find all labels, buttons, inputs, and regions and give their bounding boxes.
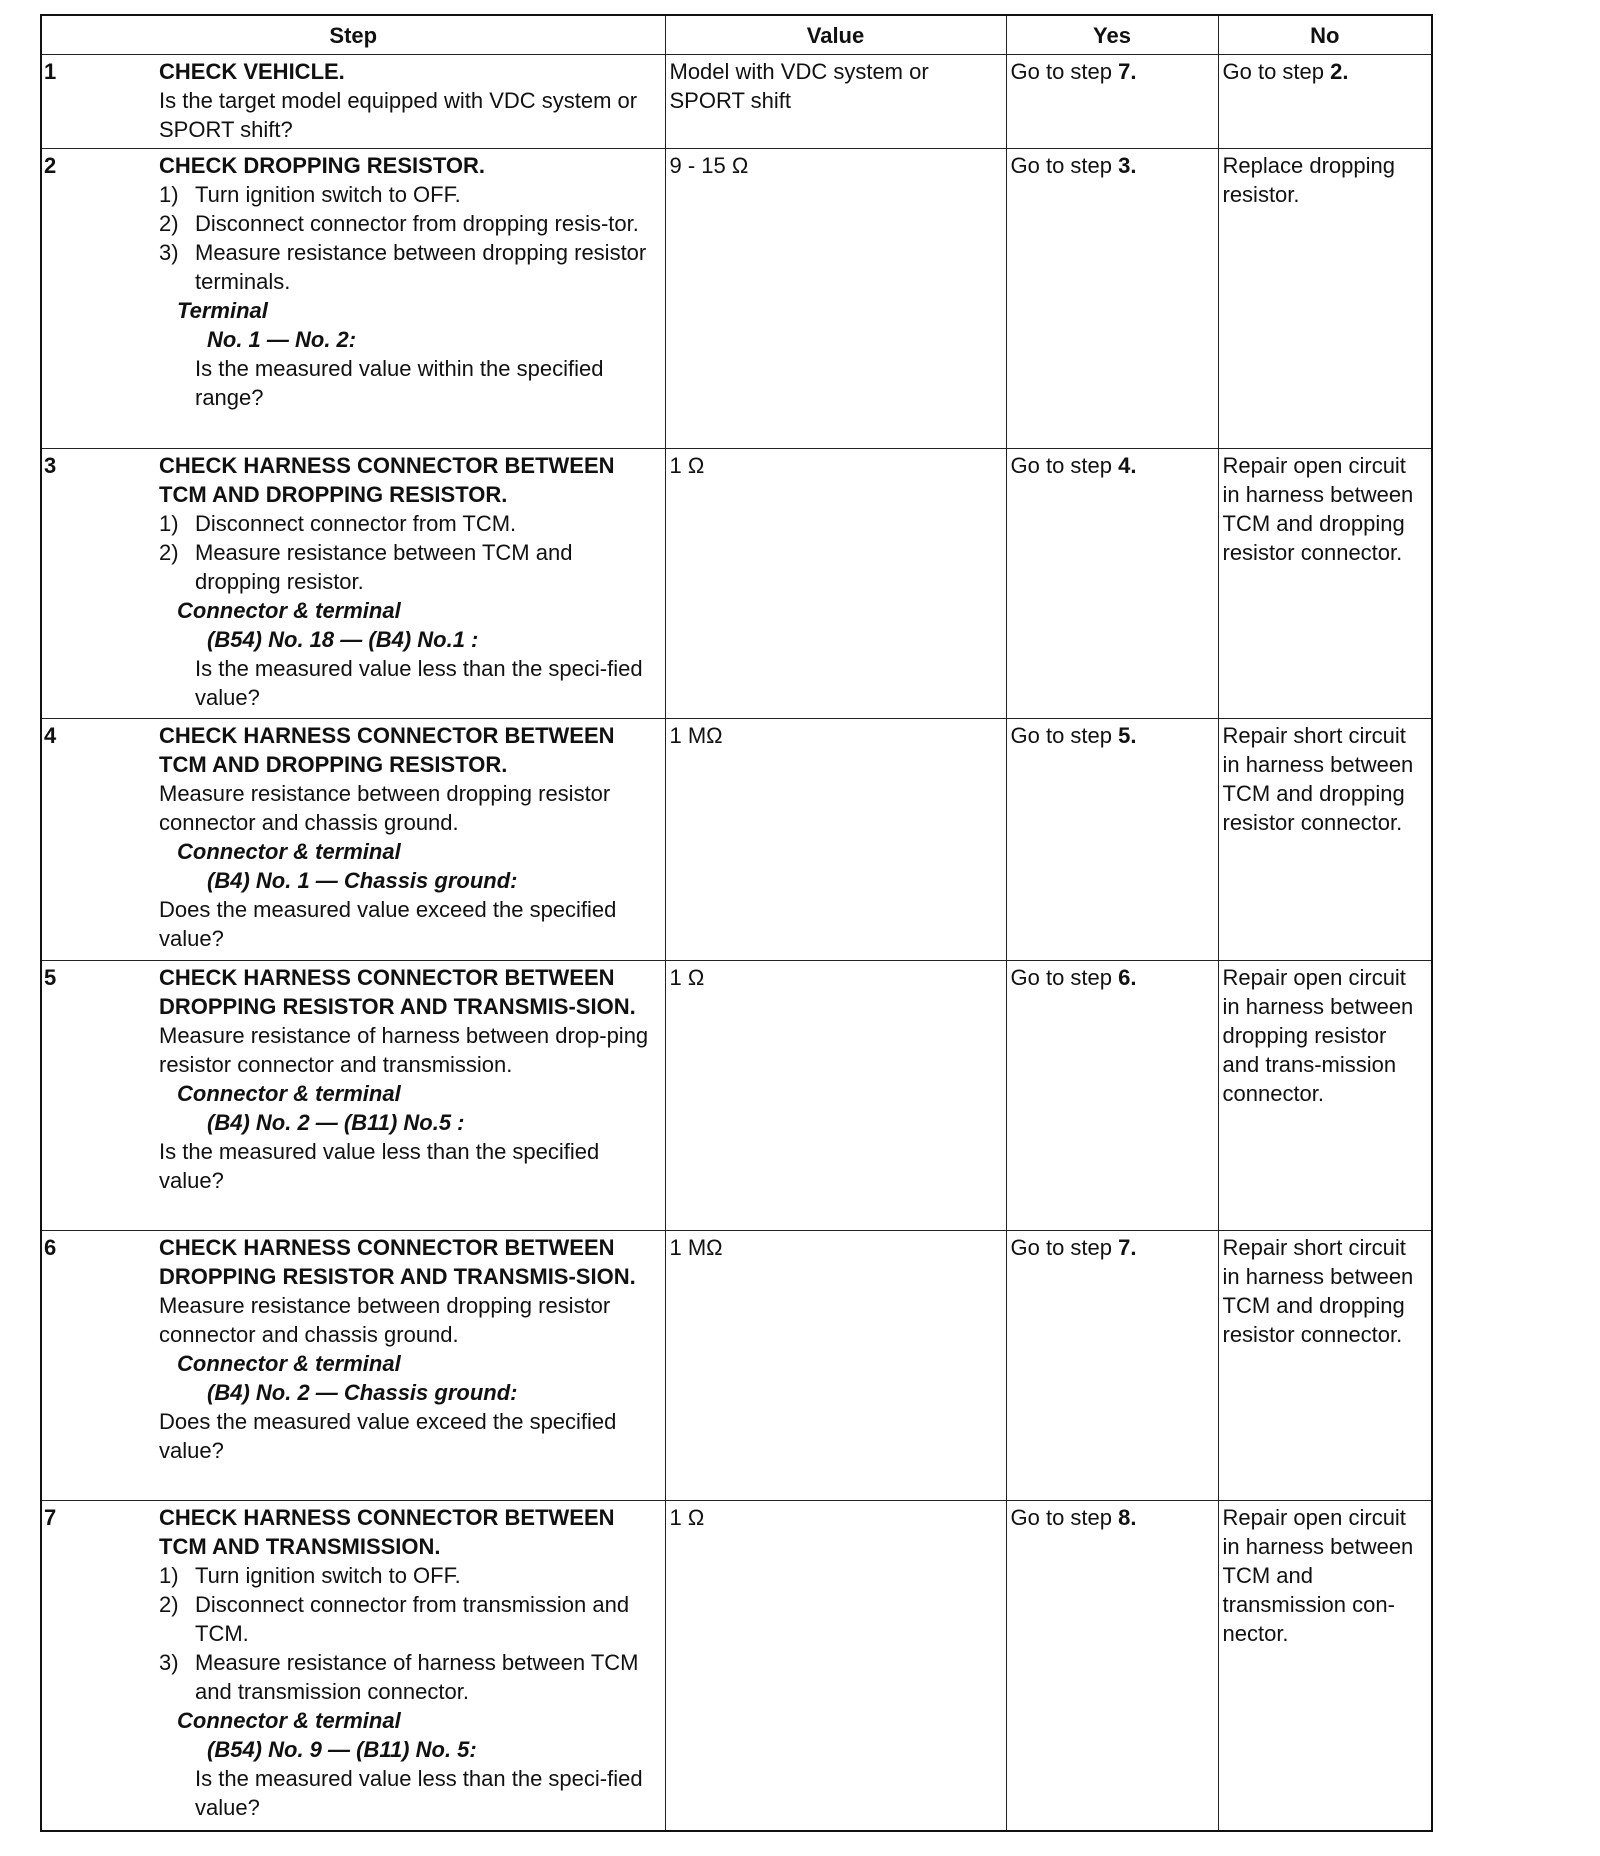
list-item: 3) Measure resistance between dropping resistor terminals.: [159, 240, 647, 294]
value-cell: Model with VDC system or SPORT shift: [665, 55, 1006, 149]
yes-cell: [1006, 149, 1218, 449]
step-description: [155, 961, 665, 1231]
yes-step: 5.: [1118, 723, 1137, 748]
yes-step: 4.: [1118, 453, 1137, 478]
yes-text: Go to step: [1010, 1505, 1113, 1530]
table-row: [41, 1501, 1432, 1831]
header-no: No: [1218, 15, 1432, 55]
yes-text: Go to step: [1010, 153, 1113, 178]
yes-cell: [1006, 55, 1218, 149]
list-item: 1) Turn ignition switch to OFF.: [159, 182, 461, 207]
value-cell: 1 Ω: [665, 1501, 1006, 1831]
no-cell: [1218, 1501, 1432, 1831]
no-text: Repair short circuit in harness between TCM and dropping resistor connector.: [1222, 1235, 1414, 1347]
connector-label: Connector & terminal: [177, 598, 401, 623]
step-description: [155, 719, 665, 961]
diagnostic-table: [40, 14, 1433, 1832]
connector-spec: (B4) No. 2 — Chassis ground:: [207, 1380, 518, 1405]
no-step: 2.: [1330, 59, 1349, 84]
header-value: Value: [665, 15, 1006, 55]
step-number: 7: [41, 1501, 155, 1831]
value-cell: 9 - 15 Ω: [665, 149, 1006, 449]
no-cell: [1218, 961, 1432, 1231]
step-text: Is the target model equipped with VDC system or SPORT shift?: [159, 88, 638, 142]
value-cell: 1 Ω: [665, 449, 1006, 719]
no-text: Repair short circuit in harness between TCM and dropping resistor connector.: [1222, 723, 1414, 835]
step-number: 4: [41, 719, 155, 961]
value-cell: 1 Ω: [665, 961, 1006, 1231]
diagnostic-table-sheet: [40, 14, 1431, 1832]
yes-cell: [1006, 1501, 1218, 1831]
step-question: Is the measured value less than the speci-fied value?: [195, 1766, 643, 1820]
no-text: Repair open circuit in harness between dropping resistor and trans-mission connector.: [1222, 965, 1414, 1106]
list-item: 2) Disconnect connector from dropping resis-tor.: [159, 211, 639, 236]
step-question: Does the measured value exceed the specified value?: [159, 897, 617, 951]
step-question: Is the measured value within the specified range?: [195, 356, 604, 410]
step-number: 3: [41, 449, 155, 719]
yes-text: Go to step: [1010, 59, 1113, 84]
yes-cell: [1006, 449, 1218, 719]
connector-label: Connector & terminal: [177, 1081, 401, 1106]
list-item: 2) Measure resistance between TCM and dropping resistor.: [159, 540, 573, 594]
list-item: 3) Measure resistance of harness between TCM and transmission connector.: [159, 1650, 639, 1704]
value-cell: 1 MΩ: [665, 1231, 1006, 1501]
step-number: 1: [41, 55, 155, 149]
yes-text: Go to step: [1010, 1235, 1113, 1260]
connector-spec: (B4) No. 2 — (B11) No.5 :: [207, 1110, 465, 1135]
yes-text: Go to step: [1010, 965, 1113, 990]
yes-step: 3.: [1118, 153, 1137, 178]
table-row: [41, 449, 1432, 719]
terminal-spec: No. 1 — No. 2:: [207, 327, 357, 352]
step-number: 2: [41, 149, 155, 449]
step-description: [155, 449, 665, 719]
yes-step: 8.: [1118, 1505, 1137, 1530]
value-cell: 1 MΩ: [665, 719, 1006, 961]
step-title: CHECK DROPPING RESISTOR.: [159, 153, 485, 178]
no-text: Repair open circuit in harness between TCM and dropping resistor connector.: [1222, 453, 1414, 565]
step-title: CHECK HARNESS CONNECTOR BETWEEN TCM AND TRANSMISSION.: [159, 1505, 615, 1559]
no-cell: [1218, 149, 1432, 449]
no-cell: [1218, 719, 1432, 961]
connector-label: Connector & terminal: [177, 839, 401, 864]
list-item: 1) Disconnect connector from TCM.: [159, 511, 517, 536]
step-question: Does the measured value exceed the specified value?: [159, 1409, 617, 1463]
yes-cell: [1006, 1231, 1218, 1501]
connector-spec: (B54) No. 18 — (B4) No.1 :: [207, 627, 479, 652]
table-row: [41, 55, 1432, 149]
table-row: [41, 1231, 1432, 1501]
step-text: Measure resistance of harness between drop-ping resistor connector and transmission.: [159, 1023, 649, 1077]
yes-step: 7.: [1118, 1235, 1137, 1260]
step-title: CHECK HARNESS CONNECTOR BETWEEN TCM AND DROPPING RESISTOR.: [159, 453, 615, 507]
step-text: Measure resistance between dropping resistor connector and chassis ground.: [159, 781, 611, 835]
header-step: Step: [41, 15, 665, 55]
terminal-label: Terminal: [177, 298, 268, 323]
table-row: [41, 719, 1432, 961]
step-description: [155, 149, 665, 449]
table-header-row: [41, 15, 1432, 55]
yes-cell: [1006, 719, 1218, 961]
step-title: CHECK HARNESS CONNECTOR BETWEEN DROPPING RESISTOR AND TRANSMIS-SION.: [159, 1235, 636, 1289]
step-question: Is the measured value less than the speci-fied value?: [195, 656, 643, 710]
step-text: Measure resistance between dropping resistor connector and chassis ground.: [159, 1293, 611, 1347]
step-description: [155, 1231, 665, 1501]
no-cell: [1218, 1231, 1432, 1501]
step-title: CHECK HARNESS CONNECTOR BETWEEN TCM AND DROPPING RESISTOR.: [159, 723, 615, 777]
table-row: [41, 961, 1432, 1231]
yes-cell: [1006, 961, 1218, 1231]
step-question: Is the measured value less than the specified value?: [159, 1139, 600, 1193]
list-item: 1) Turn ignition switch to OFF.: [159, 1563, 461, 1588]
no-text: Repair open circuit in harness between TCM and transmission con-nector.: [1222, 1505, 1414, 1646]
no-text: Replace dropping resistor.: [1222, 153, 1395, 207]
table-row: [41, 149, 1432, 449]
no-cell: [1218, 55, 1432, 149]
yes-text: Go to step: [1010, 723, 1113, 748]
yes-step: 6.: [1118, 965, 1137, 990]
step-title: CHECK HARNESS CONNECTOR BETWEEN DROPPING RESISTOR AND TRANSMIS-SION.: [159, 965, 636, 1019]
connector-spec: (B54) No. 9 — (B11) No. 5:: [207, 1737, 477, 1762]
step-number: 5: [41, 961, 155, 1231]
step-number: 6: [41, 1231, 155, 1501]
step-description: [155, 55, 665, 149]
step-description: [155, 1501, 665, 1831]
header-yes: Yes: [1006, 15, 1218, 55]
no-text: Go to step: [1222, 59, 1325, 84]
step-title: CHECK VEHICLE.: [159, 59, 345, 84]
list-item: 2) Disconnect connector from transmission and TCM.: [159, 1592, 630, 1646]
yes-step: 7.: [1118, 59, 1137, 84]
no-cell: [1218, 449, 1432, 719]
yes-text: Go to step: [1010, 453, 1113, 478]
connector-label: Connector & terminal: [177, 1708, 401, 1733]
connector-label: Connector & terminal: [177, 1351, 401, 1376]
connector-spec: (B4) No. 1 — Chassis ground:: [207, 868, 518, 893]
